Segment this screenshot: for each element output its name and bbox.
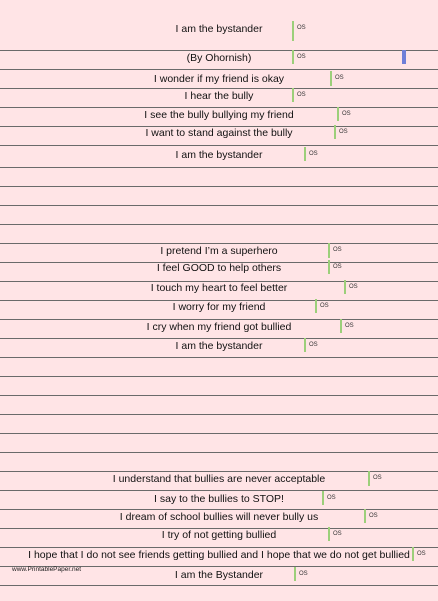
text-cursor-marker	[294, 567, 296, 581]
cursor-tag: OS	[339, 129, 348, 135]
poem-line: I am the bystander	[175, 149, 263, 161]
footer-url: www.PrintablePaper.net	[12, 566, 82, 573]
text-cursor-marker	[322, 491, 324, 505]
poem-line: I see the bully bullying my friend	[144, 109, 294, 121]
cursor-tag: OS	[327, 495, 336, 501]
poem-line: I feel GOOD to help others	[156, 262, 282, 274]
poem-line: I try of not getting bullied	[161, 529, 277, 541]
rule-line	[0, 69, 438, 70]
rule-line	[0, 205, 438, 206]
text-cursor-marker	[364, 509, 366, 523]
rule-line	[0, 224, 438, 225]
cursor-tag: OS	[297, 92, 306, 98]
text-cursor-marker	[292, 21, 294, 41]
cursor-tag: OS	[297, 25, 306, 31]
poem-line: I worry for my friend	[172, 301, 266, 313]
rule-line	[0, 395, 438, 396]
text-cursor-marker	[292, 50, 294, 64]
rule-line	[0, 145, 438, 146]
rule-line	[0, 186, 438, 187]
cursor-tag: OS	[335, 75, 344, 81]
poem-line: I hear the bully	[184, 90, 254, 102]
rule-line	[0, 414, 438, 415]
cursor-tag: OS	[373, 475, 382, 481]
scroll-marker	[402, 50, 406, 64]
rule-line	[0, 167, 438, 168]
text-cursor-marker	[315, 299, 317, 313]
text-cursor-marker	[304, 147, 306, 161]
poem-line: I am the bystander	[175, 340, 263, 352]
text-cursor-marker	[368, 471, 370, 486]
poem-line: I touch my heart to feel better	[150, 282, 288, 294]
poem-line: I understand that bullies are never acceptable	[112, 473, 326, 485]
poem-line: I pretend I’m a superhero	[160, 245, 278, 257]
cursor-tag: OS	[345, 323, 354, 329]
poem-line: I am the bystander	[175, 23, 263, 35]
poem-line: I cry when my friend got bullied	[146, 321, 292, 333]
text-cursor-marker	[412, 547, 414, 561]
rule-line	[0, 490, 438, 491]
cursor-tag: OS	[299, 571, 308, 577]
text-cursor-marker	[330, 71, 332, 86]
cursor-tag: OS	[333, 264, 342, 270]
rule-line	[0, 357, 438, 358]
text-cursor-marker	[328, 527, 330, 541]
cursor-tag: OS	[309, 342, 318, 348]
rule-line	[0, 433, 438, 434]
poem-line: (By Ohornish)	[186, 52, 252, 64]
text-cursor-marker	[328, 243, 330, 258]
poem-line: I wonder if my friend is okay	[153, 73, 285, 85]
poem-line: I say to the bullies to STOP!	[154, 493, 284, 505]
cursor-tag: OS	[333, 531, 342, 537]
text-cursor-marker	[344, 280, 346, 294]
text-cursor-marker	[340, 319, 342, 333]
cursor-tag: OS	[342, 111, 351, 117]
rule-line	[0, 376, 438, 377]
cursor-tag: OS	[297, 54, 306, 60]
cursor-tag: OS	[417, 551, 426, 557]
poem-line: I dream of school bullies will never bully us	[119, 511, 319, 523]
cursor-tag: OS	[320, 303, 329, 309]
text-cursor-marker	[337, 107, 339, 121]
poem-line: I hope that I do not see friends getting bullied and I hope that we do not get bullied	[28, 549, 410, 561]
poem-line: I am the Bystander	[174, 569, 264, 581]
cursor-tag: OS	[369, 513, 378, 519]
poem-line: I want to stand against the bully	[145, 127, 293, 139]
cursor-tag: OS	[333, 247, 342, 253]
cursor-tag: OS	[309, 151, 318, 157]
text-cursor-marker	[304, 338, 306, 352]
text-cursor-marker	[328, 260, 330, 274]
rule-line	[0, 585, 438, 586]
rule-line	[0, 452, 438, 453]
text-cursor-marker	[334, 125, 336, 139]
text-cursor-marker	[292, 88, 294, 102]
cursor-tag: OS	[349, 284, 358, 290]
